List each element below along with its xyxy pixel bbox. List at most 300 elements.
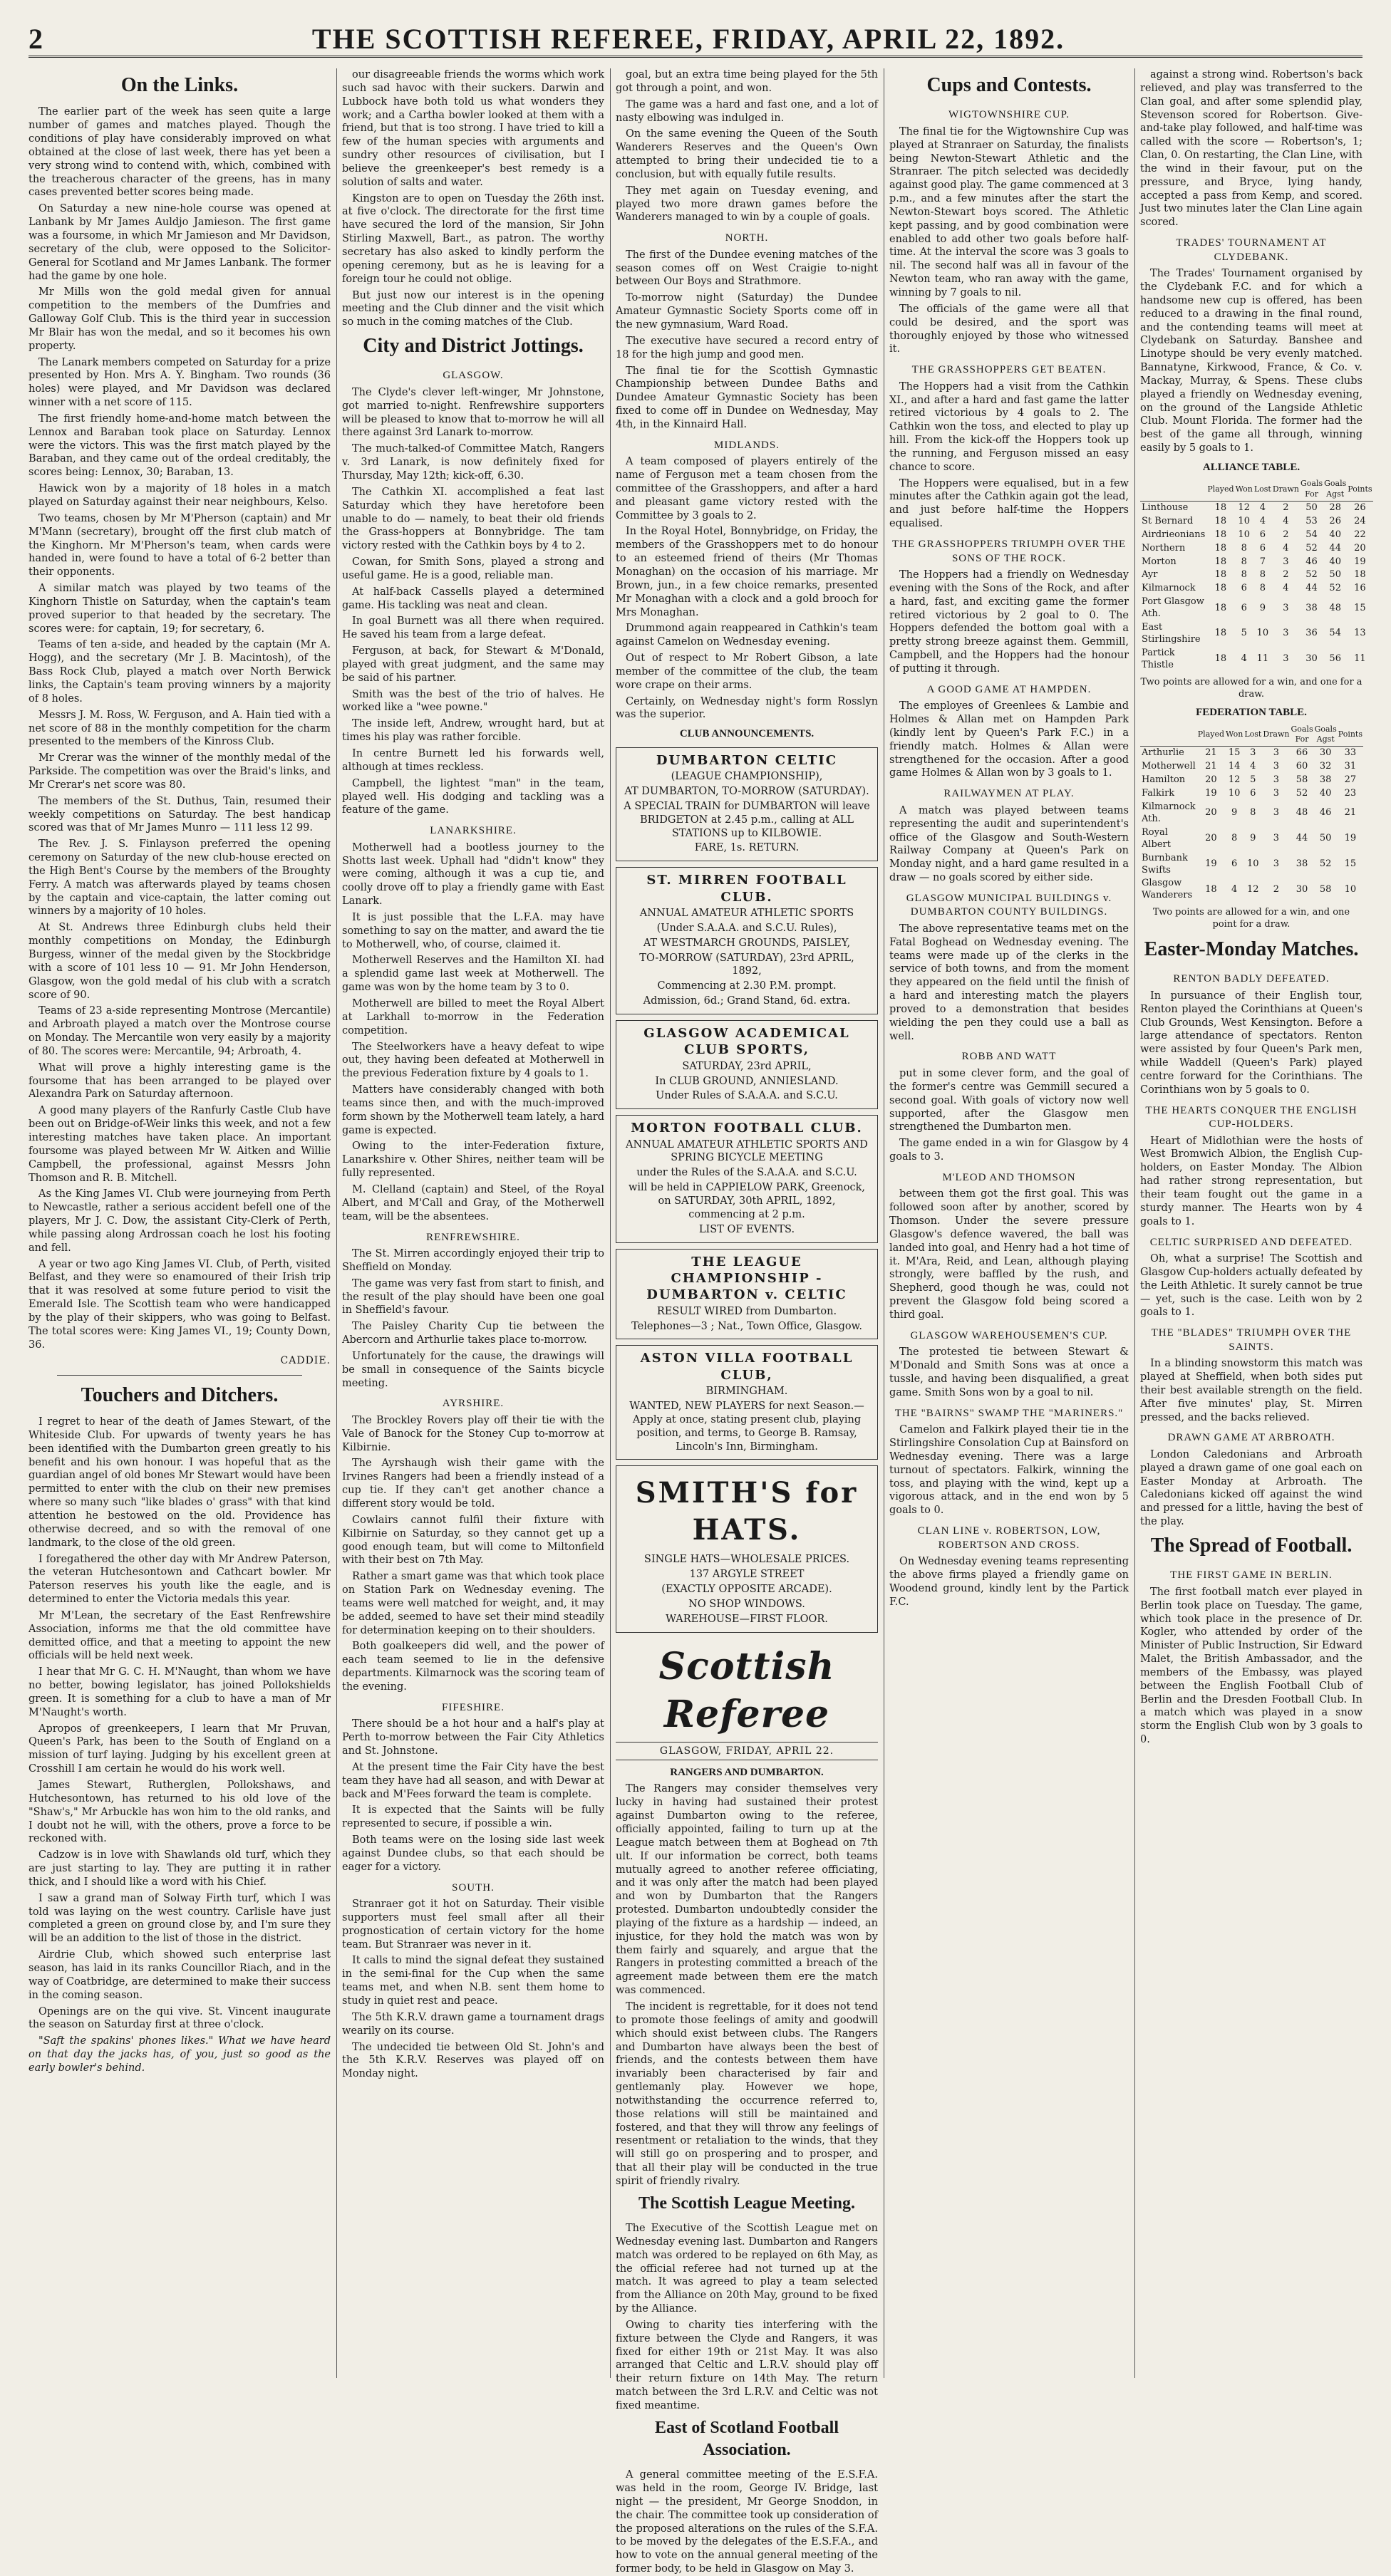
- table-header: Won: [1235, 477, 1253, 501]
- team-name: Hamilton: [1142, 774, 1186, 786]
- easter-sections: [1140, 972, 1362, 1529]
- paragraph: Heart of Midlothian were the hosts of West Bromwich Albion, the English Cup-holders, on Easter Monday. The Albion had rather strong representation, but their team fought out the game in a sturdy manner. The Hearts won by 4 goals to 1.: [1140, 1135, 1362, 1227]
- paragraph: In the Royal Hotel, Bonnybridge, on Friday, the members of the Grasshoppers met to do honour to an esteemed friend of theirs (Mr Thomas Monaghan) on the occasion of his marriage. Mr Brown, jun., in a few choice remarks, presented Mr Monaghan with a clock and a gold brooch for Mrs Monaghan.: [616, 526, 878, 618]
- col5-lead: [1140, 68, 1362, 229]
- spread-subheading: THE FIRST GAME IN BERLIN.: [1170, 1569, 1333, 1582]
- paragraph: The earlier part of the week has seen quite a large number of games and matches played. Though the conditions of play have considerably improved on what obtained at the close of last week, there has yet been a very strong wind to contend with, which, combined with the treacherous character of the greens, has in many cases prevented better scores being made.: [29, 106, 331, 199]
- table-cell: 12: [1238, 502, 1250, 514]
- paragraph: The Paisley Charity Cup tie between the Abercorn and Arthurlie takes place to-morrow.: [342, 1321, 604, 1346]
- table-cell: 9: [1259, 602, 1266, 613]
- team-name: Kilmarnock Ath.: [1142, 801, 1196, 824]
- table-row: [1140, 787, 1363, 801]
- advert-line: (Under S.A.A.A. and S.C.U. Rules),: [656, 922, 837, 934]
- section-subheading: MIDLANDS.: [714, 439, 780, 451]
- table-cell: 54: [1329, 628, 1341, 639]
- table-cell: 21: [1344, 807, 1357, 819]
- paragraph: Mr M'Lean, the secretary of the East Renfrewshire Association, informs me that the old committee have demitted office, and that a meeting to appoint the new officials will be held next week.: [29, 1609, 331, 1662]
- table-cell: 30: [1305, 653, 1318, 665]
- table-cell: 21: [1205, 747, 1217, 759]
- divider: [57, 1375, 302, 1376]
- table-header: Played: [1197, 723, 1225, 747]
- paragraph: I regret to hear of the death of James Stewart, of the Whiteside Club. For upwards of twenty years he has been identified with the Dumbarton green greatly to his benefit and his own honour. I was hopeful that as the guardian angel of old bones Mr Stewart would have been permitted to enter with the club on their new premises where so many such "like blades o' grass" with that kind attention he bestowed on the old. Providence has otherwise decreed, and so with the removal of one landmark, to the close of the old green.: [29, 1416, 331, 1549]
- spread-article: [1140, 1586, 1362, 1747]
- paragraph: Motherwell are billed to meet the Royal Albert at Larkhall to-morrow in the Federation competition.: [342, 998, 604, 1037]
- club-advert: [616, 1020, 878, 1109]
- table-cell: 18: [1214, 502, 1227, 514]
- table-cell: 26: [1329, 515, 1341, 526]
- column-1: [29, 68, 331, 2378]
- table-cell: 10: [1228, 788, 1241, 799]
- team-name: Motherwell: [1142, 761, 1196, 772]
- league-meeting-heading: The Scottish League Meeting.: [638, 2193, 855, 2213]
- table-cell: 18: [1214, 628, 1227, 639]
- federation-table: [1140, 723, 1363, 903]
- table-header: Goals Agst: [1314, 723, 1338, 747]
- table-cell: 40: [1319, 788, 1332, 799]
- table-header: Won: [1225, 723, 1243, 747]
- masthead-title: THE SCOTTISH REFEREE, FRIDAY, APRIL 22, 1892.: [311, 23, 1065, 55]
- section-subheading: GLASGOW WAREHOUSEMEN'S CUP.: [910, 1329, 1108, 1341]
- column-4: [889, 68, 1129, 2378]
- table-row: [1140, 556, 1373, 569]
- table-cell: 50: [1319, 833, 1332, 844]
- team-name: Kilmarnock: [1142, 583, 1196, 594]
- paragraph: Openings are on the qui vive. St. Vincent inaugurate the season on Saturday first at three o'clock.: [29, 2005, 331, 2031]
- table-cell: 26: [1354, 502, 1366, 514]
- section-subheading: WIGTOWNSHIRE CUP.: [948, 109, 1070, 121]
- table-cell: 4: [1259, 515, 1266, 526]
- table-cell: 4: [1283, 583, 1289, 594]
- table-cell: 19: [1354, 556, 1366, 567]
- paragraph: The final tie for the Scottish Gymnastic Championship between Dundee Baths and Dundee Amateur Gymnastic Society has been fixed to come off in Dundee on Wednesday, May 4th, in the Kinnaird Hall.: [616, 365, 878, 430]
- table-row: [1140, 502, 1373, 515]
- advert-line: ANNUAL AMATEUR ATHLETIC SPORTS AND SPRING BICYCLE MEETING: [626, 1138, 868, 1164]
- paragraph: What will prove a highly interesting game is the foursome that has been arranged to be played over Alexandra Park on Saturday afternoon.: [29, 1061, 331, 1101]
- column-rule: [610, 68, 611, 2378]
- club-announcements: [616, 747, 878, 1460]
- paragraph: The first football match ever played in Berlin took place on Tuesday. The game, which took place in the presence of Dr. Kogler, who attended by order of the Minister of Public Instruction, Sir Edward Malet, the British Ambassador, and the members of the Embassy, was played between the English Football Club of Berlin and the Dresden Football Club. In a match which was played in a snow storm the English Club won by 3 goals to 0.: [1140, 1586, 1362, 1746]
- links-heading: On the Links.: [120, 74, 239, 96]
- table-cell: 44: [1296, 833, 1308, 844]
- paragraph: Out of respect to Mr Robert Gibson, a late member of the committee of the club, the team wore crape on their arms.: [616, 653, 878, 691]
- paragraph: The Brockley Rovers play off their tie with the Vale of Banock for the Stoney Cup to-morrow at Kilbirnie.: [342, 1414, 604, 1453]
- advert-line: LIST OF EVENTS.: [698, 1223, 795, 1235]
- links-article: [29, 105, 331, 1351]
- table-cell: 2: [1283, 502, 1289, 514]
- table-cell: 3: [1273, 858, 1280, 870]
- column-3: [616, 68, 878, 2575]
- advert-line: NO SHOP WINDOWS.: [688, 1598, 805, 1610]
- table-cell: 3: [1250, 747, 1256, 759]
- table-cell: 18: [1214, 529, 1227, 540]
- table-cell: 58: [1296, 774, 1308, 786]
- table-row: [1140, 760, 1363, 774]
- advert-line: RESULT WIRED from Dumbarton.: [656, 1305, 837, 1317]
- paragraph: The incident is regrettable, for it does not tend to promote those feelings of amity and goodwill which should exist between clubs. The Rangers and Dumbarton have always been the best of friends, and the contests between them have invariably been characterised by fair and gentlemanly play. However we hope, notwithstanding the occurrence referred to, those relations will still be maintained and fostered, and that they will throw any feelings of resentment or retaliation to the winds, that they will still go on prospering and to prosper, and that all their play will be conducted in the true spirit of friendly rivalry.: [616, 2000, 878, 2187]
- table-cell: 40: [1329, 529, 1341, 540]
- paragraph: Messrs J. M. Ross, W. Ferguson, and A. Hain tied with a net score of 88 in the monthly competition for the charm presented to the members of the Kinross Club.: [29, 709, 331, 748]
- table-cell: 3: [1283, 602, 1289, 613]
- table-cell: 22: [1354, 529, 1366, 540]
- paragraph: The game was very fast from start to finish, and the result of the play should have been one goal in Sheffield's favour.: [342, 1277, 604, 1316]
- table-cell: 3: [1273, 747, 1280, 759]
- table-cell: 50: [1305, 502, 1318, 514]
- paragraph: The 5th K.R.V. drawn game a tournament drags wearily on its course.: [342, 2011, 604, 2037]
- table-cell: 20: [1205, 774, 1217, 786]
- table-cell: 18: [1214, 602, 1227, 613]
- table-row: [1140, 568, 1373, 582]
- paragraph: Both teams were on the losing side last week against Dundee clubs, so that each should be eager for a victory.: [342, 1834, 604, 1873]
- table-cell: 52: [1296, 788, 1308, 799]
- table-row: [1140, 515, 1373, 529]
- paragraph: The undecided tie between Old St. John's and the 5th K.R.V. Reserves was played off on Monday night.: [342, 2041, 604, 2080]
- table-cell: 10: [1247, 858, 1259, 870]
- table-cell: 8: [1231, 833, 1238, 844]
- paragraph: The officials of the game were all that could be desired, and the sport was thoroughly enjoyed by those who witnessed it.: [889, 303, 1129, 355]
- paragraph: To-morrow night (Saturday) the Dundee Amateur Gymnastic Society Sports come off in the new gymnasium, Ward Road.: [616, 292, 878, 331]
- table-cell: 4: [1259, 502, 1266, 514]
- east-scotland-article: [616, 2468, 878, 2576]
- table-cell: 44: [1305, 583, 1318, 594]
- dateline: GLASGOW, FRIDAY, APRIL 22.: [616, 1742, 878, 1760]
- table-cell: 8: [1241, 556, 1247, 567]
- section-subheading: GLASGOW MUNICIPAL BUILDINGS v. DUMBARTON COUNTY BUILDINGS.: [906, 892, 1112, 918]
- paragraph: In goal Burnett was all there when required. He saved his team from a large defeat.: [342, 616, 604, 641]
- advert-line: Under Rules of S.A.A.A. and S.C.U.: [656, 1090, 838, 1102]
- table-cell: 44: [1329, 542, 1341, 554]
- paragraph: The Hoppers had a visit from the Cathkin XI., and after a hard and fast game the latter retired victorious by 4 goals to 2. The Cathkin won the toss, and elected to play up hill. From the kick-off the Hoppers took up the running, and Ferguson missed an easy chance to score.: [889, 380, 1129, 473]
- table-cell: 52: [1329, 583, 1341, 594]
- club-advert: [616, 1115, 878, 1242]
- paragraph: I foregathered the other day with Mr Andrew Paterson, the veteran Hutchesontown and Cathcart bowler. Mr Paterson reserves his youth like the eagle, and is determined to enter the Victoria medals this year.: [29, 1553, 331, 1606]
- table-cell: 15: [1354, 602, 1366, 613]
- table-cell: 18: [1214, 556, 1227, 567]
- table-cell: 8: [1241, 542, 1247, 554]
- table-cell: 18: [1214, 515, 1227, 526]
- paragraph: They met again on Tuesday evening, and played two more drawn games before the Wanderers managed to win by a couple of goals.: [616, 185, 878, 224]
- advert-line: under the Rules of the S.A.A.A. and S.C.U.: [636, 1167, 857, 1179]
- club-advert: [616, 867, 878, 1014]
- city-intro: [342, 68, 604, 329]
- table-cell: 18: [1214, 542, 1227, 554]
- advert-line: Commencing at 2.30 P.M. prompt.: [657, 980, 837, 992]
- table-header: Points: [1347, 477, 1372, 501]
- paragraph: Apropos of greenkeepers, I learn that Mr Pruvan, Queen's Park, has been to the South of England on a mission of turf laying. Judging by his excellent green at Crosshill I am certain he would do his work well.: [29, 1723, 331, 1775]
- spread-heading: The Spread of Football.: [1150, 1534, 1353, 1557]
- table-cell: 54: [1305, 529, 1318, 540]
- paragraph: The Rangers may consider themselves very lucky in having had sustained their protest against Dumbarton owing to the referee, officially appointed, failing to turn up at the League match between them at Boghead on 7th ult. If our information be correct, both teams mutually agreed to another referee officiating, and it was only after the match had been played and won by Dumbarton that the Rangers protested. Dumbarton undoubtedly consider the playing of the fixture as a hardship — indeed, an injustice, for they hold the match was won by them fairly and squarely, and argue that the Rangers in protesting committed a breach of the agreement made between them ere the match was commenced.: [616, 1783, 878, 1997]
- table-cell: 3: [1273, 761, 1280, 772]
- paragraph: At half-back Cassells played a determined game. His tackling was neat and clean.: [342, 586, 604, 611]
- advert-line: BIRMINGHAM.: [705, 1386, 788, 1398]
- table-cell: 40: [1329, 556, 1341, 567]
- trades-heading: TRADES' TOURNAMENT AT CLYDEBANK.: [1176, 237, 1327, 263]
- section-subheading: CLAN LINE v. ROBERTSON, LOW, ROBERTSON AND CROSS.: [917, 1525, 1101, 1551]
- paragraph: Kingston are to open on Tuesday the 26th inst. at five o'clock. The directorate for the first time have secured the lord of the mansion, Sir John Stirling Maxwell, Bart., as patron. The worthy secretary has also asked to kindly perform the opening ceremony, but as he is leaving for a foreign tour he could not oblige.: [342, 192, 604, 285]
- table-cell: 20: [1205, 807, 1217, 819]
- table-cell: 58: [1319, 883, 1332, 895]
- league-meeting-article: [616, 2222, 878, 2413]
- paragraph: A good many players of the Ranfurly Castle Club have been out on Bridge-of-Weir links this week, and not a few interesting matches have taken place. An important foursome was played between Mr W. Aitken and Willie Campbell, the professional, against Messrs John Thomson and R. B. Mitchell.: [29, 1105, 331, 1184]
- table-cell: 4: [1283, 515, 1289, 526]
- table-cell: 46: [1319, 807, 1332, 819]
- paragraph: Smith was the best of the trio of halves. He worked like a "wee powne.": [342, 688, 604, 714]
- paragraph: The game was a hard and fast one, and a lot of nasty elbowing was indulged in.: [616, 98, 878, 124]
- team-name: Arthurlie: [1142, 747, 1184, 759]
- paragraph: Campbell, the lightest "man" in the team, played well. His dodging and tackling was a feature of the game.: [342, 777, 604, 816]
- table-cell: 56: [1329, 653, 1341, 665]
- team-name: Ayr: [1142, 569, 1158, 581]
- table-cell: 8: [1250, 807, 1256, 819]
- table-header: Points: [1338, 723, 1363, 747]
- table-cell: 4: [1231, 883, 1238, 895]
- advert-line: AT DUMBARTON, TO-MORROW (SATURDAY).: [624, 786, 869, 798]
- table-cell: 2: [1273, 883, 1280, 895]
- table-cell: 23: [1344, 788, 1357, 799]
- advert-line: ANNUAL AMATEUR ATHLETIC SPORTS: [639, 908, 854, 920]
- paragraph: The employes of Greenlees & Lambie and Holmes & Allan met on Hampden Park (kindly lent by Queen's Park F.C.) in a friendly match. Holmes & Allan were strengthened for the occasion. After a good game Holmes & Allan won by 3 goals to 1.: [889, 700, 1129, 779]
- paragraph: Oh, what a surprise! The Scottish and Glasgow Cup-holders actually defeated by the Leith Athletic. It surely cannot be true — yet, such is the case. Leith won by 2 goals to 1.: [1140, 1253, 1362, 1319]
- column-5: [1140, 68, 1372, 2378]
- paragraph: Teams of 23 a-side representing Montrose (Mercantile) and Arbroath played a match over the Montrose course on Monday. The Mercantile won very easily by a majority of 80. The scores were: Mercantile, 94; Arbroath, 4.: [29, 1005, 331, 1057]
- section-subheading: LANARKSHIRE.: [430, 825, 517, 837]
- touchers-heading: Touchers and Ditchers.: [81, 1383, 279, 1406]
- table-cell: 66: [1296, 747, 1308, 759]
- table-cell: 2: [1283, 529, 1289, 540]
- table-row: [1140, 647, 1373, 672]
- column-rule: [1134, 68, 1135, 2378]
- paragraph: The game ended in a win for Glasgow by 4 goals to 3.: [889, 1138, 1129, 1163]
- table-cell: 18: [1354, 569, 1366, 581]
- table-cell: 5: [1250, 774, 1256, 786]
- advert-line: A SPECIAL TRAIN for DUMBARTON will leave BRIDGETON at 2.45 p.m., calling at ALL STATIONS up to KILBOWIE.: [624, 800, 870, 839]
- team-name: Royal Albert: [1142, 826, 1171, 850]
- advert-line: WAREHOUSE—FIRST FLOOR.: [666, 1613, 828, 1625]
- paragraph: I hear that Mr G. C. H. M'Naught, than whom we have no better, bowing legislator, has joined Pollokshields green. It is something for a club to have a man of Mr M'Naught's worth.: [29, 1666, 331, 1718]
- table-cell: 10: [1238, 515, 1250, 526]
- paragraph: Cowlairs cannot fulfil their fixture with Kilbirnie on Saturday, so they cannot get up a good enough team, but will come to Miltonfield with their best on 7th May.: [342, 1514, 604, 1567]
- table-row: [1140, 826, 1363, 852]
- alliance-heading: ALLIANCE TABLE.: [1202, 461, 1300, 473]
- table-cell: 18: [1214, 583, 1227, 594]
- col3-sections: [616, 232, 878, 722]
- paragraph: The inside left, Andrew, wrought hard, but at times his play was rather forcible.: [342, 718, 604, 744]
- paragraph: In a blinding snowstorm this match was played at Sheffield, when both sides put their best available strength on the field. After five minutes' play, St. Mirren pressed, and the backs relieved.: [1140, 1358, 1362, 1423]
- table-cell: 3: [1273, 807, 1280, 819]
- table-cell: 4: [1283, 542, 1289, 554]
- team-name: Glasgow Wanderers: [1142, 878, 1193, 901]
- table-cell: 31: [1344, 761, 1357, 772]
- table-row: [1140, 582, 1373, 596]
- paragraph: Matters have considerably changed with both teams since then, and with the much-improved form shown by the Motherwell team lately, a hard game is expected.: [342, 1084, 604, 1136]
- table-header: Played: [1206, 477, 1234, 501]
- table-cell: 20: [1354, 542, 1366, 554]
- table-cell: 52: [1319, 858, 1332, 870]
- paragraph: The Lanark members competed on Saturday for a prize presented by Hon. Mrs A. Y. Bingham. Two rounds (36 holes) were played, and Mr Davidson was declared winner with a net score of 115.: [29, 356, 331, 409]
- table-cell: 10: [1256, 628, 1269, 639]
- section-subheading: THE GRASSHOPPERS TRIUMPH OVER THE SONS OF THE ROCK.: [891, 539, 1127, 564]
- table-cell: 36: [1305, 628, 1318, 639]
- table-cell: 27: [1344, 774, 1357, 786]
- table-cell: 33: [1344, 747, 1357, 759]
- table-row: [1140, 774, 1363, 787]
- table-cell: 8: [1259, 583, 1266, 594]
- column-rule: [336, 68, 337, 2378]
- paragraph: Cadzow is in love with Shawlands old turf, which they are just starting to lay. They are putting it in rather thick, and I should like a word with his Chief.: [29, 1849, 331, 1888]
- table-cell: 18: [1214, 569, 1227, 581]
- paragraph: Owing to charity ties interfering with the fixture between the Clyde and Rangers, it was fixed for either 19th or 21st May. It was also arranged that Celtic and L.R.V. should play off their return fixture on 14th May. The return match between the 3rd L.R.V. and Celtic was not fixed meantime.: [616, 2319, 878, 2411]
- table-row: [1140, 621, 1373, 647]
- table-cell: 6: [1259, 529, 1266, 540]
- paragraph: The St. Mirren accordingly enjoyed their trip to Sheffield on Monday.: [342, 1248, 604, 1273]
- paragraph: There should be a hot hour and a half's play at Perth to-morrow between the Fair City Athletics and St. Johnstone.: [342, 1718, 604, 1757]
- table-cell: 15: [1228, 747, 1241, 759]
- paragraph: Two teams, chosen by Mr M'Pherson (captain) and Mr M'Mann (secretary), brought off the first club match of the Kinghorn. Mr M'Pherson's team, when cards were handed in, were found to have a total of 6-2 better than their opponents.: [29, 512, 331, 578]
- table-cell: 6: [1231, 858, 1238, 870]
- paragraph: A similar match was played by two teams of the Kinghorn Thistle on Saturday, when the captain's team proved superior to that headed by the secretary. The scores were: for captain, 19; for secretary, 6.: [29, 583, 331, 635]
- city-sections: [342, 369, 604, 2081]
- table-cell: 9: [1231, 807, 1238, 819]
- table-cell: 52: [1305, 569, 1318, 581]
- advert-title: ASTON VILLA FOOTBALL CLUB,: [640, 1351, 854, 1383]
- masthead: [29, 13, 1362, 58]
- table-cell: 18: [1205, 883, 1217, 895]
- section-subheading: RAILWAYMEN AT PLAY.: [943, 788, 1075, 800]
- paragraph: The above representative teams met on the Fatal Boghead on Wednesday evening. The teams were made up of the clerks in the service of both towns, and from the moment they appeared on the field until the finish of a hard and interesting match the players proved to a demonstration that besides wielding the pen they could use a ball as well.: [889, 923, 1129, 1042]
- table-cell: 3: [1283, 653, 1289, 665]
- paragraph: Both goalkeepers did well, and the power of each team seemed to lie in the defensive departments. Kilmarnock was the scoring team of the evening.: [342, 1641, 604, 1693]
- paragraph: The Ayrshaugh wish their game with the Irvines Rangers had been a friendly instead of a cup tie. If they can't get another chance a different story would be told.: [342, 1458, 604, 1510]
- paragraph: The Executive of the Scottish League met on Wednesday evening last. Dumbarton and Rangers match was ordered to be replayed on 6th May, as the official referee had not turned up at the match. It was agreed to play a team selected from the Alliance on 20th May, ground to be fixed by the Alliance.: [616, 2222, 878, 2315]
- section-subheading: CELTIC SURPRISED AND DEFEATED.: [1149, 1236, 1353, 1248]
- table-row: [1140, 747, 1363, 760]
- table-cell: 11: [1256, 653, 1269, 665]
- section-subheading: FIFESHIRE.: [442, 1701, 505, 1713]
- table-cell: 24: [1354, 515, 1366, 526]
- paragraph: Rather a smart game was that which took place on Station Park on Wednesday evening. The teams were well matched for weight, and, it may be added, seemed to have set their mind steadily for determination keeping on to their shoulders.: [342, 1571, 604, 1636]
- table-header: Drawn: [1272, 477, 1300, 501]
- paragraph: Cowan, for Smith Sons, played a strong and useful game. He is a good, reliable man.: [342, 556, 604, 581]
- table-cell: 6: [1241, 602, 1247, 613]
- table-cell: 19: [1205, 788, 1217, 799]
- table-cell: 4: [1241, 653, 1247, 665]
- paragraph: Mr Mills won the gold medal given for annual competition to the members of the Dumfries and Galloway Golf Club. This is the third year in succession Mr Blair has won the medal, and so it becomes his own property.: [29, 286, 331, 352]
- table-cell: 3: [1283, 556, 1289, 567]
- table-cell: 3: [1273, 774, 1280, 786]
- paragraph: James Stewart, Rutherglen, Pollokshaws, and Hutchesontown, has returned to his old love of the "Shaw's," Mr Arbuckle has won him to the old ranks, and I doubt not he will, with the others, prove a force to be reckoned with.: [29, 1780, 331, 1845]
- table-cell: 28: [1329, 502, 1341, 514]
- paragraph: The members of the St. Duthus, Tain, resumed their weekly competitions on Saturday. The best handicap scored was that of Mr James Munro — 111 less 12 99.: [29, 795, 331, 834]
- paragraph: The much-talked-of Committee Match, Rangers v. 3rd Lanark, is now definitely fixed for Thursday, May 12th; kick-off, 6.30.: [342, 443, 604, 482]
- advert-line: In CLUB GROUND, ANNIESLAND.: [655, 1075, 839, 1087]
- paragraph: Hawick won by a majority of 18 holes in a match played on Saturday against their near neighbours, Kelso.: [29, 483, 331, 509]
- section-subheading: RENTON BADLY DEFEATED.: [1173, 973, 1330, 985]
- table-cell: 2: [1283, 569, 1289, 581]
- section-subheading: THE "BLADES" TRIUMPH OVER THE SAINTS.: [1151, 1327, 1352, 1353]
- section-subheading: THE HEARTS CONQUER THE ENGLISH CUP-HOLDERS.: [1145, 1104, 1358, 1131]
- advert-line: WANTED, NEW PLAYERS for next Season.—Apply at once, stating present club, playing position, and terms, to George B. Ramsay, Lincoln's Inn, Birmingham.: [629, 1401, 864, 1453]
- paragraph: But just now our interest is in the opening meeting and the Club dinner and the visit which so much in the coming matches of the Club.: [342, 289, 604, 328]
- table-cell: 10: [1344, 883, 1357, 895]
- table-cell: 3: [1273, 788, 1280, 799]
- advert-title: DUMBARTON CELTIC: [656, 752, 838, 768]
- easter-heading: Easter-Monday Matches.: [1144, 938, 1359, 960]
- paragraph: The Rev. J. S. Finlayson preferred the opening ceremony on Saturday of the new club-house erected on the High Bent's Course by the members of the Broughty Ferry. A match was afterwards played by teams chosen by the captain and vice-captain, the latter coming out winners by a majority of 10 holes.: [29, 838, 331, 918]
- paragraph: The final tie for the Wigtownshire Cup was played at Stranraer on Saturday, the finalists being Newton-Stewart Athletic and the Stranraer. The pitch selected was decidedly against good play. The game commenced at 3 p.m., and a few minutes after the start the Newton-Stewart boys scored. The Athletic kept passing, and by good combination were enabled to add other two goals before half-time. At the interval the score was 3 goals to nil. The second half was all in favour of the Newton team, who ran away with the game, winning by 7 goals to nil.: [889, 125, 1129, 299]
- section-subheading: THE "BAIRNS" SWAMP THE "MARINERS.": [894, 1407, 1124, 1419]
- table-row: [1140, 877, 1363, 903]
- advert-line: TO-MORROW (SATURDAY), 23rd APRIL, 1892,: [639, 952, 854, 977]
- team-name: Port Glasgow Ath.: [1142, 596, 1204, 620]
- paragraph: Motherwell had a bootless journey to the Shotts last week. Uphall had "didn't know" they were coming, although it was a cup tie, and coolly drove off to play a friendly game with East Lanark.: [342, 841, 604, 908]
- paragraph: London Caledonians and Arbroath played a drawn game of one goal each on Easter Monday at Arbroath. The Caledonians kicked off against the wind and pressed for a little, having the best of the play.: [1140, 1448, 1362, 1528]
- paragraph: Stranraer got it hot on Saturday. Their visible supporters must feel small after all their prognostication of certain victory for the home team. But Stranraer was never in it.: [342, 1899, 604, 1951]
- table-cell: 21: [1205, 761, 1217, 772]
- touchers-article: [29, 1416, 331, 2032]
- section-subheading: NORTH.: [725, 232, 769, 244]
- team-name: Falkirk: [1142, 788, 1175, 799]
- newspaper-logo: Scottish Referee: [658, 1644, 835, 1737]
- table-cell: 4: [1250, 761, 1256, 772]
- paragraph: against a strong wind. Robertson's back relieved, and play was transferred to the Clan goal, and after some splendid play, Stevenson scored for Robertson. Give-and-take play followed, and half-time was called with the score — Robertson's, 1; Clan, 0. On restarting, the Clan Line, with the wind in their favour, put on the pressure, and Bryce, lying handy, accepted a pass from Kemp, and scored. Just two minutes later the Clan Line again scored.: [1140, 69, 1362, 229]
- section-subheading: A GOOD GAME AT HAMPDEN.: [926, 683, 1092, 695]
- table-cell: 20: [1205, 833, 1217, 844]
- hats-title: SMITH'S for HATS.: [635, 1476, 859, 1547]
- paragraph: The Clyde's clever left-winger, Mr Johnstone, got married to-night. Renfrewshire supporters will be pleased to know that to-morrow he will all there against 3rd Lanark to-morrow.: [342, 386, 604, 439]
- table-cell: 10: [1238, 529, 1250, 540]
- table-cell: 30: [1296, 883, 1308, 895]
- paragraph: Owing to the inter-Federation fixture, Lanarkshire v. Other Shires, neither team will be fully represented.: [342, 1141, 604, 1180]
- table-cell: 48: [1329, 602, 1341, 613]
- table-cell: 6: [1250, 788, 1256, 799]
- rangers-heading: RANGERS AND DUMBARTON.: [670, 1766, 824, 1778]
- cups-sections: [889, 108, 1129, 1609]
- table-cell: 6: [1259, 542, 1266, 554]
- section-subheading: RENFREWSHIRE.: [426, 1231, 520, 1243]
- paragraph: The Cathkin XI. accomplished a feat last Saturday which they have heretofore been unable to do — namely, to beat their old friends the Grass-hoppers at Bonnybridge. The tam victory rested with the Cathkin boys by 4 to 2.: [342, 486, 604, 552]
- paragraph: between them got the first goal. This was followed soon after by another, scored by Thomson. Under the severe pressure Glasgow's defence wavered, the ball was landed into goal, and Henry had a hot time of it. M'Ara, Reid, and Lean, although playing strongly, were baffled by the rush, and Shepherd, good though he was, could not prevent the Glasgow fold being scored a third goal.: [889, 1188, 1129, 1321]
- advert-title: GLASGOW ACADEMICAL CLUB SPORTS,: [643, 1025, 850, 1058]
- table-cell: 9: [1250, 833, 1256, 844]
- paragraph: The protested tie between Stewart & M'Donald and Smith Sons was at once a tussle, and having been disqualified, a great game. Smith Sons won by a goal to nil.: [889, 1346, 1129, 1398]
- federation-note: Two points are allowed for a win, and one point for a draw.: [1152, 907, 1350, 930]
- table-header: Goals For: [1300, 477, 1323, 501]
- col3-lead: [616, 68, 878, 224]
- cups-heading: Cups and Contests.: [926, 74, 1092, 96]
- team-name: Morton: [1142, 556, 1177, 567]
- paragraph: Teams of ten a-side, and headed by the captain (Mr A. Hogg), and the secretary (Mr J. B. Macintosh), of the Bass Rock Club, played a match over North Berwick links, the Captain's team proving winners by a majority of 8 holes.: [29, 639, 331, 705]
- table-cell: 38: [1305, 602, 1318, 613]
- paragraph: M. Clelland (captain) and Steel, of the Royal Albert, and M'Call and Gray, of the Motherwell team, will be the absentees.: [342, 1183, 604, 1222]
- team-name: St Bernard: [1142, 515, 1194, 526]
- federation-heading: FEDERATION TABLE.: [1196, 707, 1307, 719]
- advert-line: Admission, 6d.; Grand Stand, 6d. extra.: [643, 995, 851, 1007]
- club-advert: [616, 747, 878, 861]
- table-cell: 5: [1241, 628, 1247, 639]
- table-cell: 8: [1241, 569, 1247, 581]
- table-cell: 19: [1205, 858, 1217, 870]
- table-cell: 7: [1259, 556, 1266, 567]
- advert-line: 137 ARGYLE STREET: [689, 1569, 805, 1581]
- advert-line: Telephones—3 ; Nat., Town Office, Glasgow.: [631, 1320, 862, 1332]
- team-name: East Stirlingshire: [1142, 622, 1201, 645]
- advert-title: THE LEAGUE CHAMPIONSHIP - DUMBARTON v. CELTIC: [646, 1254, 847, 1303]
- paragraph: In centre Burnett led his forwards well, although at times reckless.: [342, 748, 604, 773]
- paragraph: It calls to mind the signal defeat they sustained in the semi-final for the Cup when the same teams met, and when N.B. sent them home to study in quiet rest and peace.: [342, 1955, 604, 2008]
- paragraph: At St. Andrews three Edinburgh clubs held their monthly competitions on Monday, the Edinburgh Burgess, winner of the medal given by the Stockbridge with a score of 101 less 10 — 91. Mr John Henderson, Glasgow, won the gold medal of his club with a scratch score of 90.: [29, 922, 331, 1001]
- paragraph: A match was played between teams representing the audit and superintendent's office of the Glasgow and South-Western Railway Company at Queen's Park on Monday night, and a hard game resulted in a draw — no goals scored by either side.: [889, 804, 1129, 884]
- alliance-note: Two points are allowed for a win, and one for a draw.: [1140, 676, 1362, 700]
